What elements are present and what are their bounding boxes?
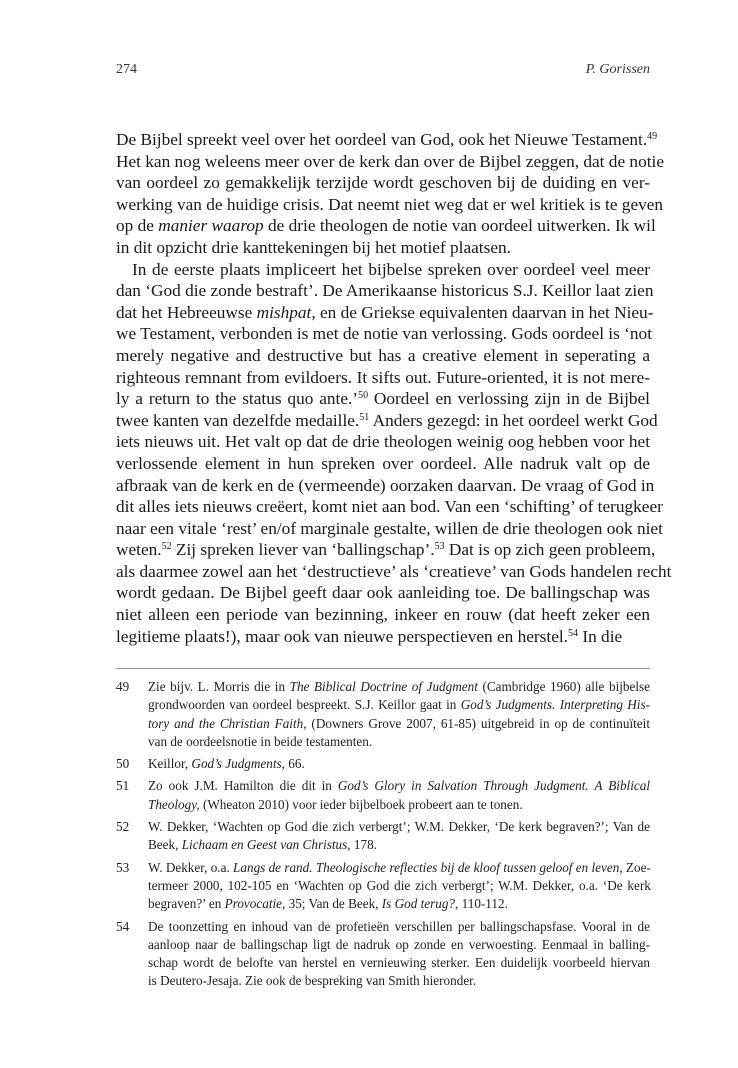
- footnote-line: [148, 715, 650, 733]
- body-line: [116, 367, 650, 389]
- footnote-ref: 52: [161, 541, 172, 553]
- footnote-line: [148, 836, 650, 854]
- footnote-line: [148, 918, 650, 936]
- running-head-author: P. Gorissen: [585, 62, 650, 77]
- footnote-line: [148, 936, 650, 954]
- text-run: In die: [578, 626, 623, 646]
- footnote-text: [148, 755, 650, 773]
- text-run: (Wheaton 2010) voor ieder bijbelboek probeert aan te tonen.: [199, 796, 523, 812]
- text-run: Zie bijv. L. Morris die in: [148, 679, 290, 694]
- text-run: Dat is op zich geen probleem,: [444, 540, 656, 560]
- text-run: naar een vitale ‘rest’ en/of marginale gestalte, willen de drie theologen ook niet: [116, 518, 663, 538]
- footnote-ref: 50: [358, 390, 369, 402]
- footnote-text: [148, 777, 650, 814]
- footnote-number: 50: [116, 756, 130, 772]
- italic-text: Theology,: [148, 796, 200, 812]
- footnote-number: 53: [116, 859, 130, 875]
- footnote-line: [148, 972, 650, 990]
- footnote-text: [148, 818, 650, 855]
- footnote-text: [148, 918, 650, 991]
- body-line: [116, 626, 650, 648]
- text-run: Keillor,: [148, 756, 192, 772]
- text-run: dat het Hebreeuwse: [116, 302, 257, 322]
- text-run: wordt gedaan. De Bijbel geeft daar ook aanleiding toe. De ballingschap was: [116, 583, 650, 603]
- footnote-divider: [116, 668, 650, 669]
- body-line: [116, 194, 664, 216]
- body-line: [116, 323, 650, 345]
- italic-text: Is God terug?: [381, 896, 456, 912]
- text-run: In de eerste plaats impliceert het bijbelse spreken over oordeel veel meer: [132, 259, 650, 279]
- body-line: [116, 453, 650, 475]
- body-line: [116, 539, 656, 561]
- text-run: dit alles iets nieuws creëert, komt niet aan bod. Van een ‘schifting’ of terugkeer: [116, 497, 663, 517]
- body-line: [116, 129, 658, 151]
- text-run: legitieme plaats!), maar ook van nieuwe perspectieven en herstel.: [116, 626, 569, 646]
- body-line: [116, 280, 654, 302]
- text-run: schap wordt de belofte van herstel en vernieuwing sterker. Een duidelijk voorbeeld hiervan: [148, 955, 650, 971]
- body-text: [116, 129, 672, 647]
- text-run: Beek,: [148, 837, 182, 853]
- text-run: , 66.: [281, 756, 305, 772]
- italic-text: Lichaam en Geest van Christus: [181, 837, 348, 853]
- italic-text: manier waarop: [158, 216, 264, 236]
- footnote-51: [116, 777, 650, 814]
- body-line: [116, 604, 650, 626]
- footnote-line: [148, 678, 650, 696]
- footnote-53: [116, 859, 650, 914]
- italic-text: God’s Judgments. Interpreting His-: [460, 697, 650, 713]
- text-run: dan ‘God die zonde bestraft’. De Amerikaanse historicus S.J. Keillor laat zien: [116, 281, 654, 301]
- text-run: we Testament, verbonden is met de notie van verlossing. Gods oordeel is ‘not: [116, 324, 652, 344]
- body-line: [116, 388, 650, 410]
- body-line: [116, 172, 650, 194]
- footnote-line: [148, 954, 650, 972]
- footnote-line: [148, 777, 650, 795]
- text-run: grondwoorden van oordeel bespreekt. S.J. Keillor gaat in: [148, 697, 461, 713]
- italic-text: God’s Glory in Salvation Through Judgment. A Biblical: [337, 778, 650, 794]
- text-run: ly a return to the status quo ante.’: [116, 389, 359, 409]
- body-line: [116, 518, 663, 540]
- body-line: [116, 475, 655, 497]
- footnote-line: [148, 818, 650, 836]
- text-run: begraven?’ en: [148, 896, 225, 912]
- footnote-number: 51: [116, 778, 130, 794]
- body-line: [116, 151, 664, 173]
- text-run: , 178.: [347, 837, 377, 853]
- text-run: als daarmee zowel aan het ‘destructieve’ als ‘creatieve’ van Gods handelen recht: [116, 561, 672, 581]
- italic-text: mishpat: [256, 302, 312, 322]
- footnote-line: [148, 796, 650, 814]
- text-run: De Bijbel spreekt veel over het oordeel van God, ook het Nieuwe Testament.: [116, 130, 648, 149]
- footnote-line: [148, 755, 650, 773]
- text-run: Zoe-: [622, 859, 651, 875]
- text-run: , en de Griekse equivalenten daarvan in het Nieu-: [311, 302, 654, 322]
- footnote-line: [148, 877, 651, 895]
- text-run: weten.: [116, 540, 162, 560]
- footnote-number: 52: [116, 819, 130, 835]
- text-run: W. Dekker, ‘Wachten op God die zich verbergt’; W.M. Dekker, ‘De kerk begraven?’; Van de: [148, 819, 650, 835]
- text-run: (Cambridge 1960) alle bijbelse: [477, 679, 650, 694]
- body-line: [116, 410, 658, 432]
- italic-text: God’s Judgments: [191, 756, 282, 772]
- text-run: de drie theologen de notie van oordeel uitwerken. Ik wil: [263, 216, 656, 236]
- footnote-number: 54: [116, 918, 130, 934]
- footnotes: [116, 678, 650, 995]
- text-run: Oordeel en verlossing zijn in de Bijbel: [368, 389, 650, 409]
- italic-text: Langs de rand. Theologische reflecties bij de kloof tussen geloof en leven,: [233, 859, 623, 875]
- footnote-ref: 54: [568, 627, 579, 639]
- footnote-line: [148, 859, 651, 877]
- text-run: termeer 2000, 102-105 en ‘Wachten op God die zich verbergt’; W.M. Dekker, o.a. ‘De kerk: [148, 877, 651, 893]
- text-run: van de oordeelsnotie in beide testamenten.: [148, 733, 373, 749]
- text-run: Het kan nog weleens meer over de kerk dan over de Bijbel zeggen, dat de notie: [116, 151, 664, 171]
- body-line: [116, 215, 656, 237]
- body-line: [116, 259, 650, 281]
- text-run: Zo ook J.M. Hamilton die dit in: [148, 778, 338, 794]
- text-run: van oordeel zo gemakkelijk terzijde wordt geschoven bij de duiding en ver-: [116, 173, 650, 193]
- text-run: werking van de huidige crisis. Dat neemt niet weg dat er wel kritiek is te geven: [116, 194, 664, 214]
- body-line: [116, 302, 654, 324]
- footnote-text: [148, 859, 651, 914]
- footnote-49: [116, 678, 650, 751]
- footnote-ref: 53: [434, 541, 445, 553]
- footnote-line: [148, 696, 650, 714]
- text-run: merely negative and destructive but has a creative element in seperating a: [116, 345, 650, 365]
- italic-text: tory and the Christian Faith,: [148, 715, 307, 731]
- footnote-ref: 51: [359, 411, 370, 423]
- footnote-line: [148, 733, 650, 751]
- text-run: verlossende element in hun spreken over oordeel. Alle nadruk valt op de: [116, 453, 650, 473]
- footnote-line: [148, 895, 651, 913]
- text-run: righteous remnant from evildoers. It sifts out. Future-oriented, it is not mere-: [116, 367, 650, 387]
- text-run: Anders gezegd: in het oordeel werkt God: [369, 410, 658, 430]
- text-run: afbraak van de kerk en de (vermeende) oorzaken daarvan. De vraag of God in: [116, 475, 655, 495]
- page-number: 274: [116, 62, 137, 77]
- text-run: twee kanten van dezelfde medaille.: [116, 410, 360, 430]
- text-run: is Deutero-Jesaja. Zie ook de bespreking van Smith hieronder.: [148, 973, 477, 989]
- body-line: [116, 561, 672, 583]
- running-head: [116, 62, 650, 78]
- body-line: [116, 582, 650, 604]
- body-line: [116, 496, 663, 518]
- footnote-number: 49: [116, 679, 130, 694]
- footnote-text: [148, 678, 650, 751]
- italic-text: Provocatie: [224, 896, 283, 912]
- text-run: Zij spreken liever van ‘ballingschap’.: [171, 540, 435, 560]
- text-run: op de: [116, 216, 159, 236]
- text-run: niet alleen een periode van bezinning, inkeer en rouw (dat heeft zeker een: [116, 605, 650, 625]
- footnote-52: [116, 818, 650, 855]
- text-run: in dit opzicht drie kanttekeningen bij het motief plaatsen.: [116, 237, 511, 257]
- text-run: De toonzetting en inhoud van de profetieën verschillen per ballingschapsfase. Vooral in de: [148, 918, 650, 934]
- text-run: (Downers Grove 2007, 61-85) uitgebreid in op de continuïteit: [306, 715, 650, 731]
- text-run: , 35; Van de Beek,: [282, 896, 382, 912]
- body-line: [116, 345, 650, 367]
- text-run: W. Dekker, o.a.: [148, 859, 234, 875]
- body-line: [116, 237, 650, 259]
- footnote-54: [116, 918, 650, 991]
- footnote-ref: 49: [647, 131, 658, 142]
- footnote-50: [116, 755, 650, 773]
- text-run: aanloop naar de ballingschap ligt de nadruk op zonde en verwoesting. Eenmaal in balling-: [148, 936, 650, 952]
- text-run: , 110-112.: [455, 896, 508, 912]
- italic-text: The Biblical Doctrine of Judgment: [289, 679, 478, 694]
- text-run: iets nieuws uit. Het valt op dat de drie theologen weinig oog hebben voor het: [116, 432, 650, 452]
- body-line: [116, 431, 650, 453]
